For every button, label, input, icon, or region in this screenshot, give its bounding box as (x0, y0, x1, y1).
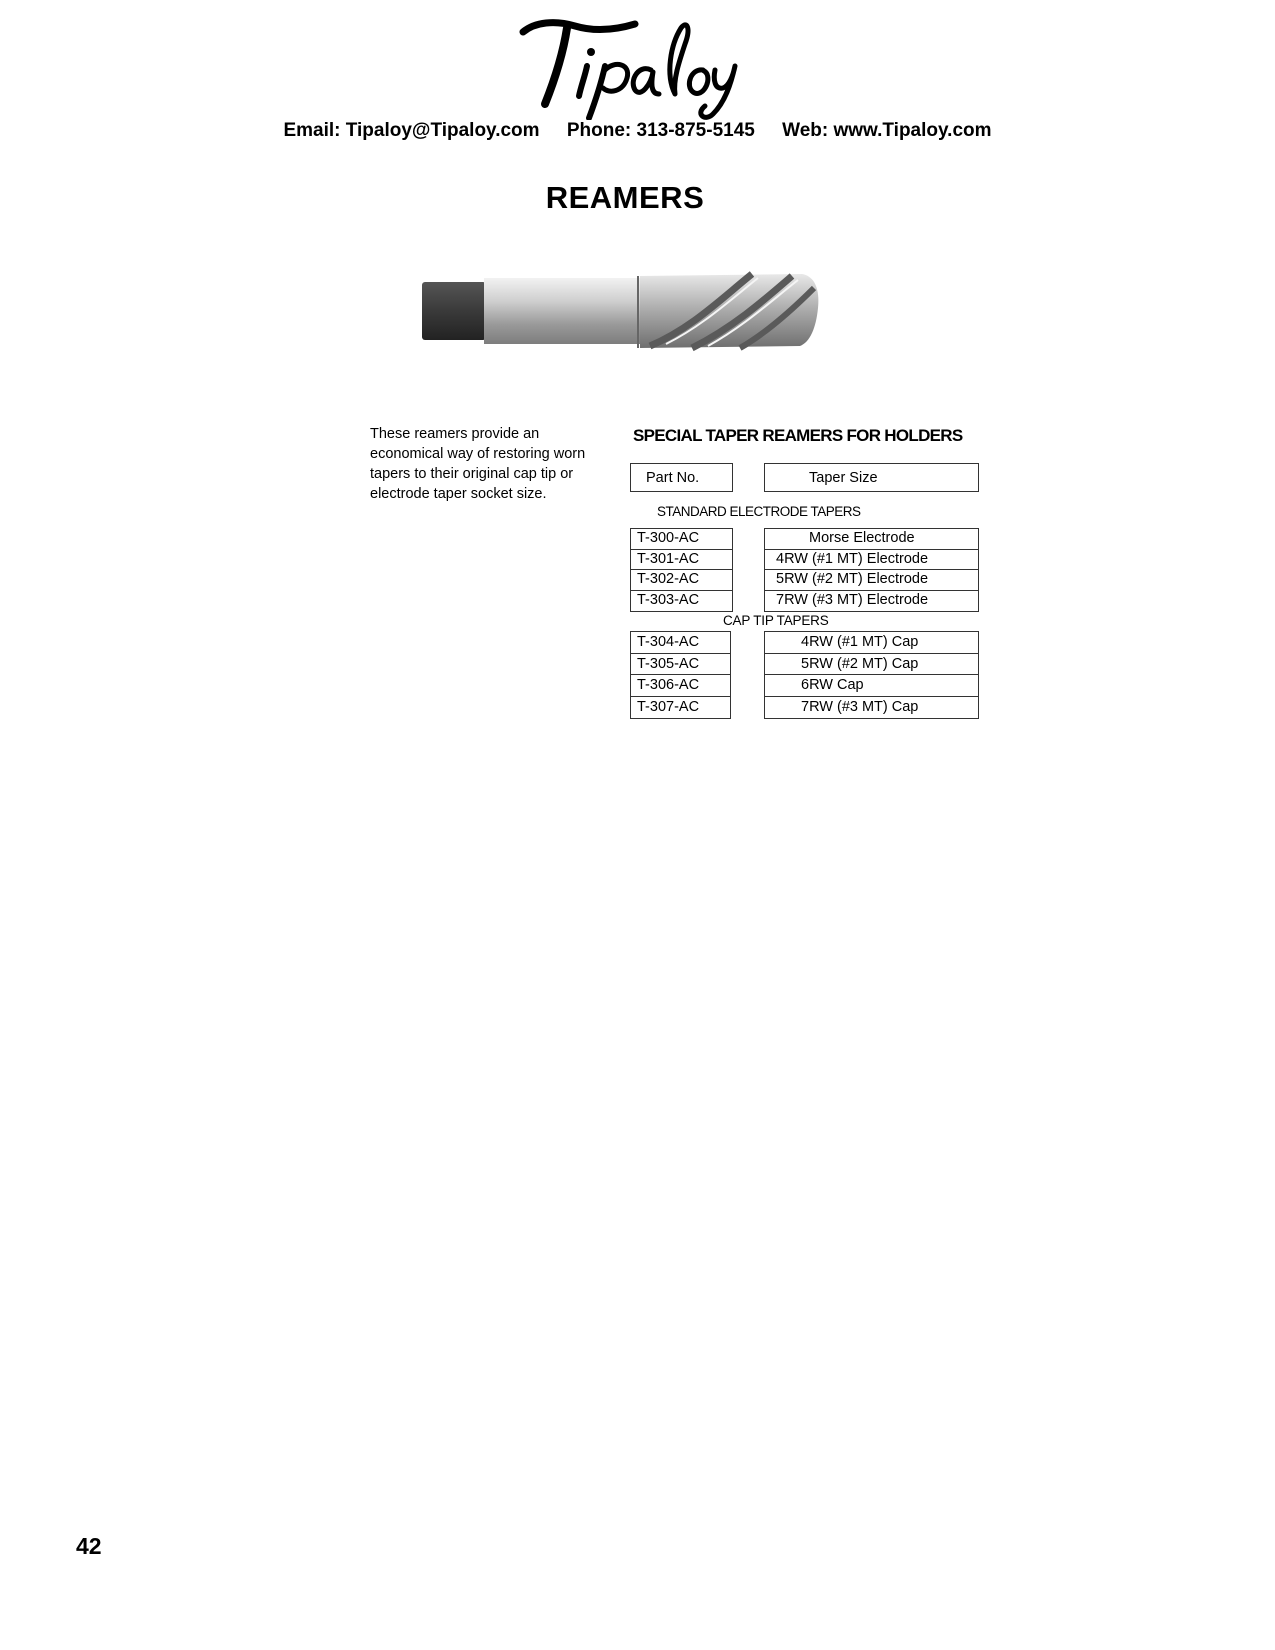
cap-taper-list (764, 631, 979, 719)
cap-part-list (630, 631, 731, 719)
part-number-cell: T-303-AC (637, 591, 700, 608)
cap-group-label: CAP TIP TAPERS (723, 613, 829, 628)
taper-size-cell: 6RW Cap (765, 675, 978, 697)
taper-size-cell: Morse Electrode (765, 529, 978, 550)
part-number-cell: T-306-AC (631, 675, 730, 697)
standard-taper-list (764, 528, 979, 612)
reamer-product-image (422, 268, 846, 358)
taper-size-header: Taper Size (764, 463, 979, 492)
part-number-cell: T-300-AC (631, 529, 732, 550)
taper-size-cell: 5RW (#2 MT) Cap (765, 654, 978, 676)
page-number: 42 (76, 1533, 102, 1559)
taper-size-cell: 5RW (#2 MT) Electrode (765, 570, 978, 591)
phone-text[interactable]: Phone: 313-875-5145 (566, 120, 755, 141)
part-number-cell: T-301-AC (631, 550, 732, 571)
table-section-title: SPECIAL TAPER REAMERS FOR HOLDERS (633, 426, 963, 445)
product-description: These reamers provide an economical way of restoring worn tapers to their original cap tip or electrode taper socket size. (370, 426, 586, 502)
email-text[interactable]: Email: Tipaloy@Tipaloy.com (283, 120, 540, 141)
taper-size-cell: 4RW (#1 MT) Cap (765, 632, 978, 654)
standard-part-list (630, 528, 733, 612)
tipaloy-logo (515, 14, 745, 120)
part-number-cell: T-302-AC (631, 570, 732, 591)
page-title: REAMERS (545, 180, 705, 215)
part-number-cell: T-305-AC (631, 654, 730, 676)
web-text[interactable]: Web: www.Tipaloy.com (782, 120, 992, 141)
part-number-cell: T-304-AC (631, 632, 730, 654)
contact-line (0, 120, 1275, 142)
taper-size-cell: 7RW (#3 MT) Electrode (776, 591, 929, 608)
taper-size-cell: 7RW (#3 MT) Cap (801, 698, 919, 715)
part-no-header: Part No. (630, 463, 733, 492)
part-number-cell: T-307-AC (637, 698, 700, 715)
taper-size-cell: 4RW (#1 MT) Electrode (765, 550, 978, 571)
standard-group-label: STANDARD ELECTRODE TAPERS (657, 504, 861, 519)
